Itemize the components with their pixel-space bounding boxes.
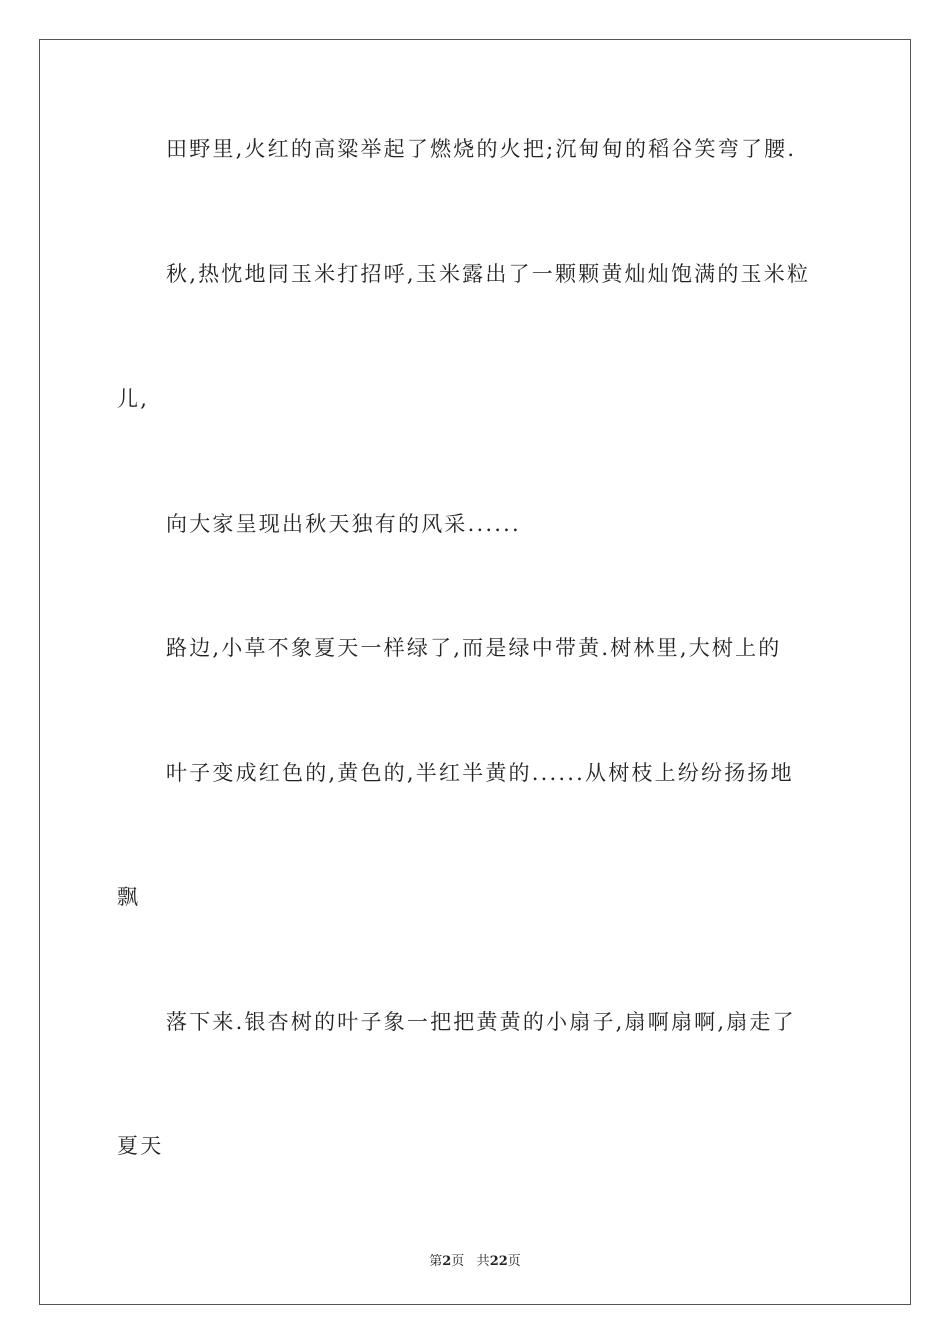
text-line-6: 叶子变成红色的,黄色的,半红半黄的......从树枝上纷纷扬扬地 — [166, 761, 794, 785]
text-line-2: 秋,热忱地同玉米打招呼,玉米露出了一颗颗黄灿灿饱满的玉米粒 — [166, 262, 811, 286]
text-line-3: 儿, — [117, 387, 150, 411]
total-label-suffix: 页 — [507, 1254, 521, 1269]
text-line-7: 飘 — [117, 885, 141, 909]
text-line-4: 向大家呈现出秋天独有的风采...... — [166, 512, 521, 536]
current-page-number: 2 — [442, 1254, 452, 1269]
page-footer — [0, 1250, 950, 1269]
text-line-8: 落下来.银杏树的叶子象一把把黄黄的小扇子,扇啊扇啊,扇走了 — [166, 1010, 796, 1034]
total-pages-number: 22 — [489, 1254, 508, 1269]
text-line-9: 夏天 — [117, 1134, 164, 1158]
text-line-5: 路边,小草不象夏天一样绿了,而是绿中带黄.树林里,大树上的 — [166, 636, 782, 660]
page-frame — [39, 39, 911, 1305]
text-line-1: 田野里,火红的高粱举起了燃烧的火把;沉甸甸的稻谷笑弯了腰. — [166, 137, 797, 161]
page-label-suffix: 页 — [451, 1254, 465, 1269]
page-label-prefix: 第 — [429, 1254, 443, 1269]
total-label-prefix: 共 — [476, 1254, 490, 1269]
